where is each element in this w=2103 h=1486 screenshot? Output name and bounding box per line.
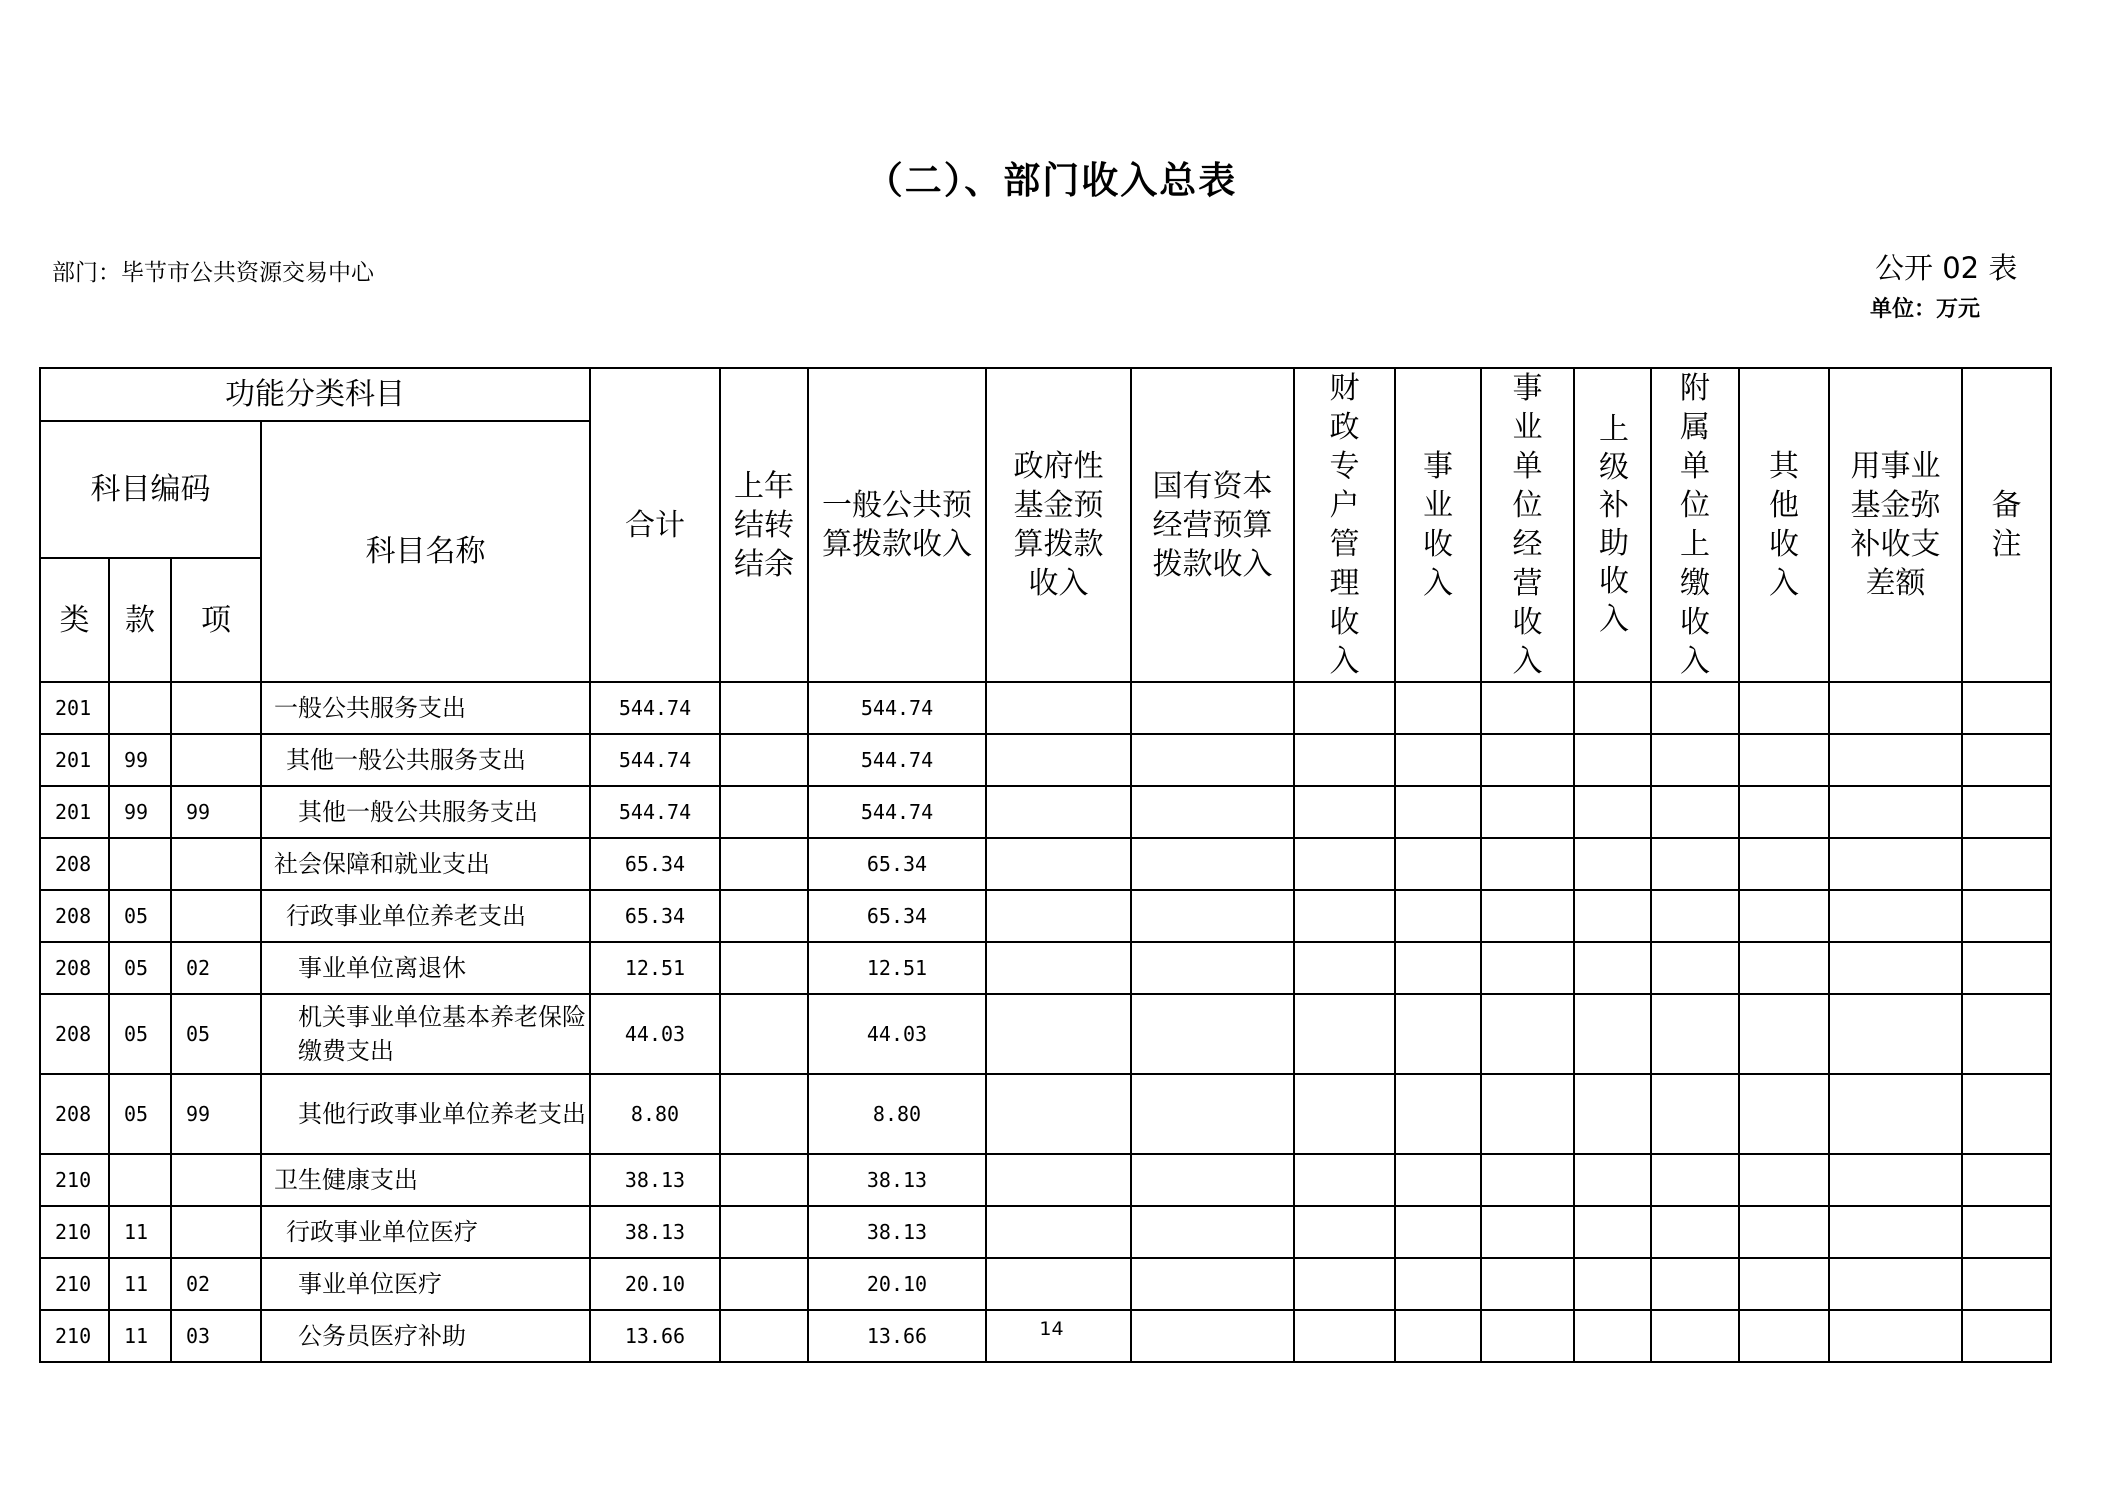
header-fiscal-special: 财政专户管理收入 <box>1294 368 1395 682</box>
table-row <box>40 1206 2051 1258</box>
cell-business-income <box>1395 1258 1481 1310</box>
cell-fiscal-special <box>1294 1258 1395 1310</box>
cell-xiang: 99 <box>171 1074 261 1154</box>
cell-affiliated-payment <box>1651 838 1739 890</box>
cell-gov-fund <box>986 1154 1131 1206</box>
cell-affiliated-payment <box>1651 942 1739 994</box>
cell-other-income <box>1739 1258 1829 1310</box>
cell-gov-fund <box>986 994 1131 1074</box>
cell-carryover <box>720 1074 808 1154</box>
cell-business-fund-offset <box>1829 1154 1962 1206</box>
cell-remarks <box>1962 786 2051 838</box>
cell-fiscal-special <box>1294 1074 1395 1154</box>
cell-carryover <box>720 838 808 890</box>
cell-business-unit-operating <box>1481 786 1574 838</box>
cell-gov-fund <box>986 890 1131 942</box>
cell-carryover <box>720 734 808 786</box>
cell-remarks <box>1962 1206 2051 1258</box>
cell-xiang <box>171 1154 261 1206</box>
cell-business-fund-offset <box>1829 1206 1962 1258</box>
header-state-capital: 国有资本经营预算拨款收入 <box>1131 368 1294 682</box>
cell-total: 65.34 <box>590 838 720 890</box>
cell-business-fund-offset <box>1829 942 1962 994</box>
cell-total: 8.80 <box>590 1074 720 1154</box>
cell-xiang <box>171 734 261 786</box>
cell-remarks <box>1962 942 2051 994</box>
cell-other-income <box>1739 1206 1829 1258</box>
cell-business-income <box>1395 734 1481 786</box>
cell-superior-subsidy <box>1574 1206 1651 1258</box>
cell-business-income <box>1395 1154 1481 1206</box>
cell-business-income <box>1395 682 1481 734</box>
header-superior-subsidy: 上级补助收入 <box>1574 368 1651 682</box>
cell-general-budget: 544.74 <box>808 682 986 734</box>
cell-gov-fund <box>986 734 1131 786</box>
cell-total: 13.66 <box>590 1310 720 1362</box>
cell-other-income <box>1739 786 1829 838</box>
cell-remarks <box>1962 1258 2051 1310</box>
cell-general-budget: 544.74 <box>808 786 986 838</box>
cell-superior-subsidy <box>1574 734 1651 786</box>
header-other-income: 其他收入 <box>1739 368 1829 682</box>
cell-business-income <box>1395 838 1481 890</box>
cell-carryover <box>720 942 808 994</box>
header-business-fund-offset: 用事业基金弥补收支差额 <box>1829 368 1962 682</box>
header-lei: 类 <box>40 558 109 682</box>
cell-superior-subsidy <box>1574 1074 1651 1154</box>
cell-total: 38.13 <box>590 1206 720 1258</box>
cell-lei: 208 <box>40 942 109 994</box>
cell-xiang: 02 <box>171 1258 261 1310</box>
cell-kuan <box>109 682 171 734</box>
cell-kuan: 05 <box>109 942 171 994</box>
header-general-budget: 一般公共预算拨款收入 <box>808 368 986 682</box>
form-number: 公开 02 表 <box>1875 251 2018 285</box>
cell-general-budget: 544.74 <box>808 734 986 786</box>
header-business-income: 事业收入 <box>1395 368 1481 682</box>
cell-kuan <box>109 838 171 890</box>
cell-gov-fund <box>986 942 1131 994</box>
cell-fiscal-special <box>1294 1154 1395 1206</box>
cell-superior-subsidy <box>1574 1258 1651 1310</box>
header-xiang: 项 <box>171 558 261 682</box>
cell-fiscal-special <box>1294 994 1395 1074</box>
cell-fiscal-special <box>1294 942 1395 994</box>
cell-business-unit-operating <box>1481 942 1574 994</box>
cell-kuan: 99 <box>109 734 171 786</box>
header-subject-code: 科目编码 <box>40 421 261 558</box>
table-row <box>40 1074 2051 1154</box>
cell-business-unit-operating <box>1481 1074 1574 1154</box>
page-number: 14 <box>1039 1318 1064 1340</box>
cell-xiang: 99 <box>171 786 261 838</box>
header-business-unit-operating: 事业单位经营收入 <box>1481 368 1574 682</box>
cell-state-capital <box>1131 838 1294 890</box>
cell-lei: 208 <box>40 890 109 942</box>
cell-total: 544.74 <box>590 682 720 734</box>
header-total: 合计 <box>590 368 720 682</box>
cell-business-unit-operating <box>1481 994 1574 1074</box>
cell-business-unit-operating <box>1481 1206 1574 1258</box>
cell-carryover <box>720 890 808 942</box>
table-row <box>40 942 2051 994</box>
cell-remarks <box>1962 1154 2051 1206</box>
cell-business-unit-operating <box>1481 1154 1574 1206</box>
cell-remarks <box>1962 1074 2051 1154</box>
cell-carryover <box>720 1154 808 1206</box>
cell-business-fund-offset <box>1829 734 1962 786</box>
cell-total: 12.51 <box>590 942 720 994</box>
cell-business-fund-offset <box>1829 994 1962 1074</box>
cell-state-capital <box>1131 1154 1294 1206</box>
cell-kuan: 05 <box>109 890 171 942</box>
cell-general-budget: 12.51 <box>808 942 986 994</box>
cell-state-capital <box>1131 1206 1294 1258</box>
cell-business-fund-offset <box>1829 1258 1962 1310</box>
cell-remarks <box>1962 838 2051 890</box>
cell-affiliated-payment <box>1651 890 1739 942</box>
cell-general-budget: 8.80 <box>808 1074 986 1154</box>
page-title: （二）、部门收入总表 <box>865 158 1238 202</box>
cell-xiang: 02 <box>171 942 261 994</box>
table-row <box>40 890 2051 942</box>
table-row <box>40 838 2051 890</box>
cell-kuan: 11 <box>109 1310 171 1362</box>
cell-kuan: 05 <box>109 1074 171 1154</box>
header-functional-category: 功能分类科目 <box>40 368 590 421</box>
cell-state-capital <box>1131 994 1294 1074</box>
cell-fiscal-special <box>1294 682 1395 734</box>
cell-affiliated-payment <box>1651 1258 1739 1310</box>
cell-affiliated-payment <box>1651 994 1739 1074</box>
cell-xiang <box>171 1206 261 1258</box>
cell-carryover <box>720 1258 808 1310</box>
cell-other-income <box>1739 994 1829 1074</box>
cell-business-fund-offset <box>1829 838 1962 890</box>
cell-other-income <box>1739 838 1829 890</box>
cell-superior-subsidy <box>1574 838 1651 890</box>
cell-gov-fund <box>986 1258 1131 1310</box>
cell-general-budget: 44.03 <box>808 994 986 1074</box>
cell-lei: 210 <box>40 1154 109 1206</box>
cell-subject-name: 一般公共服务支出 <box>261 682 590 734</box>
cell-business-income <box>1395 786 1481 838</box>
cell-affiliated-payment <box>1651 734 1739 786</box>
cell-xiang: 03 <box>171 1310 261 1362</box>
table-row <box>40 786 2051 838</box>
cell-business-income <box>1395 1206 1481 1258</box>
cell-lei: 210 <box>40 1310 109 1362</box>
cell-affiliated-payment <box>1651 1206 1739 1258</box>
cell-subject-name: 行政事业单位养老支出 <box>261 890 590 942</box>
cell-subject-name: 其他一般公共服务支出 <box>261 786 590 838</box>
cell-lei: 208 <box>40 994 109 1074</box>
cell-total: 44.03 <box>590 994 720 1074</box>
cell-general-budget: 20.10 <box>808 1258 986 1310</box>
cell-kuan <box>109 1154 171 1206</box>
cell-state-capital <box>1131 734 1294 786</box>
cell-gov-fund <box>986 682 1131 734</box>
cell-business-income <box>1395 994 1481 1074</box>
cell-fiscal-special <box>1294 786 1395 838</box>
cell-fiscal-special <box>1294 838 1395 890</box>
cell-affiliated-payment <box>1651 682 1739 734</box>
cell-general-budget: 38.13 <box>808 1206 986 1258</box>
cell-fiscal-special <box>1294 890 1395 942</box>
cell-state-capital <box>1131 786 1294 838</box>
table-row <box>40 1258 2051 1310</box>
unit-label: 单位：万元 <box>1870 297 1981 322</box>
table-row <box>40 734 2051 786</box>
cell-business-unit-operating <box>1481 838 1574 890</box>
cell-state-capital <box>1131 1258 1294 1310</box>
cell-fiscal-special <box>1294 1206 1395 1258</box>
cell-business-unit-operating <box>1481 1258 1574 1310</box>
cell-other-income <box>1739 942 1829 994</box>
cell-subject-name: 社会保障和就业支出 <box>261 838 590 890</box>
cell-carryover <box>720 1206 808 1258</box>
cell-subject-name: 其他一般公共服务支出 <box>261 734 590 786</box>
cell-other-income <box>1739 682 1829 734</box>
cell-superior-subsidy <box>1574 994 1651 1074</box>
header-carryover: 上年结转结余 <box>720 368 808 682</box>
cell-business-income <box>1395 1074 1481 1154</box>
cell-other-income <box>1739 890 1829 942</box>
cell-gov-fund <box>986 786 1131 838</box>
cell-xiang <box>171 838 261 890</box>
cell-subject-name: 公务员医疗补助 <box>261 1310 590 1362</box>
cell-business-unit-operating <box>1481 682 1574 734</box>
cell-affiliated-payment <box>1651 1074 1739 1154</box>
cell-gov-fund <box>986 1206 1131 1258</box>
cell-business-income <box>1395 942 1481 994</box>
cell-lei: 210 <box>40 1258 109 1310</box>
cell-business-fund-offset <box>1829 890 1962 942</box>
cell-remarks <box>1962 734 2051 786</box>
cell-superior-subsidy <box>1574 890 1651 942</box>
cell-subject-name: 行政事业单位医疗 <box>261 1206 590 1258</box>
cell-remarks <box>1962 890 2051 942</box>
cell-gov-fund <box>986 838 1131 890</box>
cell-business-unit-operating <box>1481 890 1574 942</box>
cell-subject-name: 其他行政事业单位养老支出 <box>261 1074 590 1154</box>
cell-carryover <box>720 994 808 1074</box>
cell-total: 544.74 <box>590 734 720 786</box>
cell-superior-subsidy <box>1574 1154 1651 1206</box>
cell-remarks <box>1962 682 2051 734</box>
cell-state-capital <box>1131 1074 1294 1154</box>
cell-subject-name: 卫生健康支出 <box>261 1154 590 1206</box>
cell-total: 544.74 <box>590 786 720 838</box>
cell-lei: 210 <box>40 1206 109 1258</box>
cell-general-budget: 65.34 <box>808 838 986 890</box>
cell-other-income <box>1739 734 1829 786</box>
cell-xiang <box>171 890 261 942</box>
cell-general-budget: 13.66 <box>808 1310 986 1362</box>
cell-superior-subsidy <box>1574 786 1651 838</box>
cell-business-fund-offset <box>1829 682 1962 734</box>
cell-remarks <box>1962 994 2051 1074</box>
cell-subject-name: 事业单位离退休 <box>261 942 590 994</box>
cell-state-capital <box>1131 682 1294 734</box>
header-affiliated-payment: 附属单位上缴收入 <box>1651 368 1739 682</box>
cell-total: 38.13 <box>590 1154 720 1206</box>
cell-business-unit-operating <box>1481 734 1574 786</box>
cell-general-budget: 65.34 <box>808 890 986 942</box>
cell-superior-subsidy <box>1574 682 1651 734</box>
cell-carryover <box>720 682 808 734</box>
cell-lei: 208 <box>40 838 109 890</box>
header-subject-name: 科目名称 <box>261 421 590 682</box>
cell-business-income <box>1395 890 1481 942</box>
table-row <box>40 994 2051 1074</box>
cell-other-income <box>1739 1074 1829 1154</box>
header-kuan: 款 <box>109 558 171 682</box>
cell-total: 65.34 <box>590 890 720 942</box>
department-label: 部门：毕节市公共资源交易中心 <box>52 260 374 286</box>
cell-general-budget: 38.13 <box>808 1154 986 1206</box>
cell-business-fund-offset <box>1829 1074 1962 1154</box>
cell-superior-subsidy <box>1574 942 1651 994</box>
table-row <box>40 1154 2051 1206</box>
cell-xiang: 05 <box>171 994 261 1074</box>
cell-fiscal-special <box>1294 734 1395 786</box>
table-row <box>40 682 2051 734</box>
cell-kuan: 99 <box>109 786 171 838</box>
cell-state-capital <box>1131 942 1294 994</box>
cell-total: 20.10 <box>590 1258 720 1310</box>
cell-affiliated-payment <box>1651 1154 1739 1206</box>
income-summary-table <box>39 367 2052 1363</box>
cell-business-fund-offset <box>1829 786 1962 838</box>
cell-lei: 201 <box>40 682 109 734</box>
cell-other-income <box>1739 1154 1829 1206</box>
cell-carryover <box>720 786 808 838</box>
header-gov-fund: 政府性基金预算拨款收入 <box>986 368 1131 682</box>
cell-lei: 201 <box>40 734 109 786</box>
cell-xiang <box>171 682 261 734</box>
cell-kuan: 11 <box>109 1206 171 1258</box>
header-remarks: 备注 <box>1962 368 2051 682</box>
cell-state-capital <box>1131 890 1294 942</box>
cell-subject-name: 机关事业单位基本养老保险缴费支出 <box>261 994 590 1074</box>
cell-gov-fund <box>986 1074 1131 1154</box>
cell-lei: 208 <box>40 1074 109 1154</box>
cell-kuan: 11 <box>109 1258 171 1310</box>
cell-lei: 201 <box>40 786 109 838</box>
cell-kuan: 05 <box>109 994 171 1074</box>
cell-subject-name: 事业单位医疗 <box>261 1258 590 1310</box>
cell-affiliated-payment <box>1651 786 1739 838</box>
